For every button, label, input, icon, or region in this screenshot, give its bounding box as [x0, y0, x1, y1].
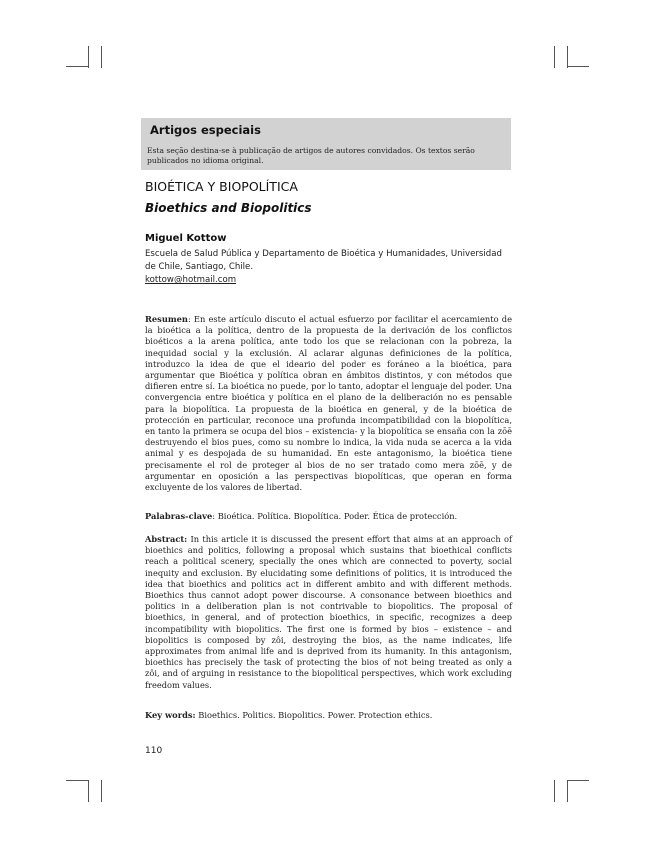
section-title: Artigos especiais [150, 123, 261, 137]
abstract-text: In this article it is discussed the present effort that aims at an approach of bioethics and politics, following a proposal which sustains that bioethical conflicts reach a political scenery, specially the ones which are connected to poverty, social inequity and exclusion. By elucidating some definitions of politics, it is introduced the idea that bioethics and politics act in different ambito and with different methods. Bioethics thus cannot adopt power discourse. A consonance between bioethics and politics in a deliberation plan is not contrivable to biopolitics. The proposal of bioethics, in general, and of protection bioethics, in specific, recognizes a deep incompatibility with biopolitics. The first one is formed by bios – existence – and biopolitics is composed by zôi, destroying the bios, as the name indicates, life approximates from animal life and is deprived from its humanity. In this antagonism, bioethics has precisely the task of protecting the bios of not being treated as only a zôi, and of arguing in resistance to the biopolitical perspectives, which work excluding freedom values. [145, 534, 512, 690]
crop-mark [567, 780, 568, 802]
crop-mark [567, 46, 568, 68]
crop-mark [66, 780, 88, 781]
author-email-link[interactable]: kottow@hotmail.com [145, 275, 237, 285]
crop-mark [567, 780, 589, 781]
abstract-label: Abstract: [145, 534, 188, 544]
crop-mark [567, 66, 589, 67]
abstract-paragraph [145, 534, 512, 691]
crop-mark [88, 46, 89, 68]
author-name: Miguel Kottow [145, 233, 227, 244]
crop-mark [554, 780, 555, 802]
keywords-paragraph [145, 710, 512, 721]
crop-mark [554, 46, 555, 68]
author-affiliation-block [145, 248, 515, 287]
crop-mark [101, 780, 102, 802]
resumen-text: : En este artículo discuto el actual esfuerzo por facilitar el acercamiento de la bioética a la política, dentro de la propuesta de la derivación de los conflictos bioéticos a la arena política, ante todo los que se relacionan con la pobreza, la inequidad social y la exclusión. Al aclarar algunas definiciones de la política, introduzco la idea de que el ideario del poder es foráneo a la bioética, para argumentar que Bioética y política obran en ámbitos distintos, y con métodos que difieren entre sí. La bioética no puede, por lo tanto, adoptar el lenguaje del poder. Una convergencia entre bioética y política en el plano de la deliberación no es pensable para la biopolítica. La propuesta de la bioética en general, y de la bioética de protección en particular, reconoce una profunda incompatibilidad con la biopolítica, en tanto la primera se ocupa del bios – existencia- y la biopolítica se ensaña con la zōē destruyendo el bios pues, como su nombre lo indica, la vida nuda se acerca a la vida animal y es despojada de su humanidad. En este antagonismo, la bioética tiene precisamente el rol de proteger al bios de no ser tratado como mera zōē, y de argumentar en oposición a las perspectivas biopolíticas, que operan en forma excluyente de los valores de libertad. [145, 314, 512, 493]
keywords-text: Bioethics. Politics. Biopolitics. Power. Protection ethics. [195, 710, 433, 720]
palabras-clave-label: Palabras-clave [145, 511, 213, 521]
section-banner [141, 118, 511, 170]
article-title-es: BIOÉTICA Y BIOPOLÍTICA [145, 179, 298, 194]
crop-mark [101, 46, 102, 68]
palabras-clave-text: : Bioética. Política. Biopolítica. Poder. Ética de protección. [212, 511, 458, 521]
keywords-label: Key words: [145, 710, 196, 720]
section-note: Esta seção destina-se à publicação de artigos de autores convidados. Os textos serão publicados no idioma original. [147, 146, 475, 166]
author-affiliation: Escuela de Salud Pública y Departamento de Bioética y Humanidades, Universidad de Chile, Santiago, Chile. [145, 249, 502, 272]
page-number: 110 [145, 746, 163, 756]
crop-mark [88, 780, 89, 802]
resumen-label: Resumen [145, 314, 188, 324]
resumen-paragraph [145, 314, 512, 493]
article-title-en: Bioethics and Biopolitics [145, 201, 312, 215]
palabras-clave-paragraph [145, 511, 512, 522]
crop-mark [66, 66, 88, 67]
